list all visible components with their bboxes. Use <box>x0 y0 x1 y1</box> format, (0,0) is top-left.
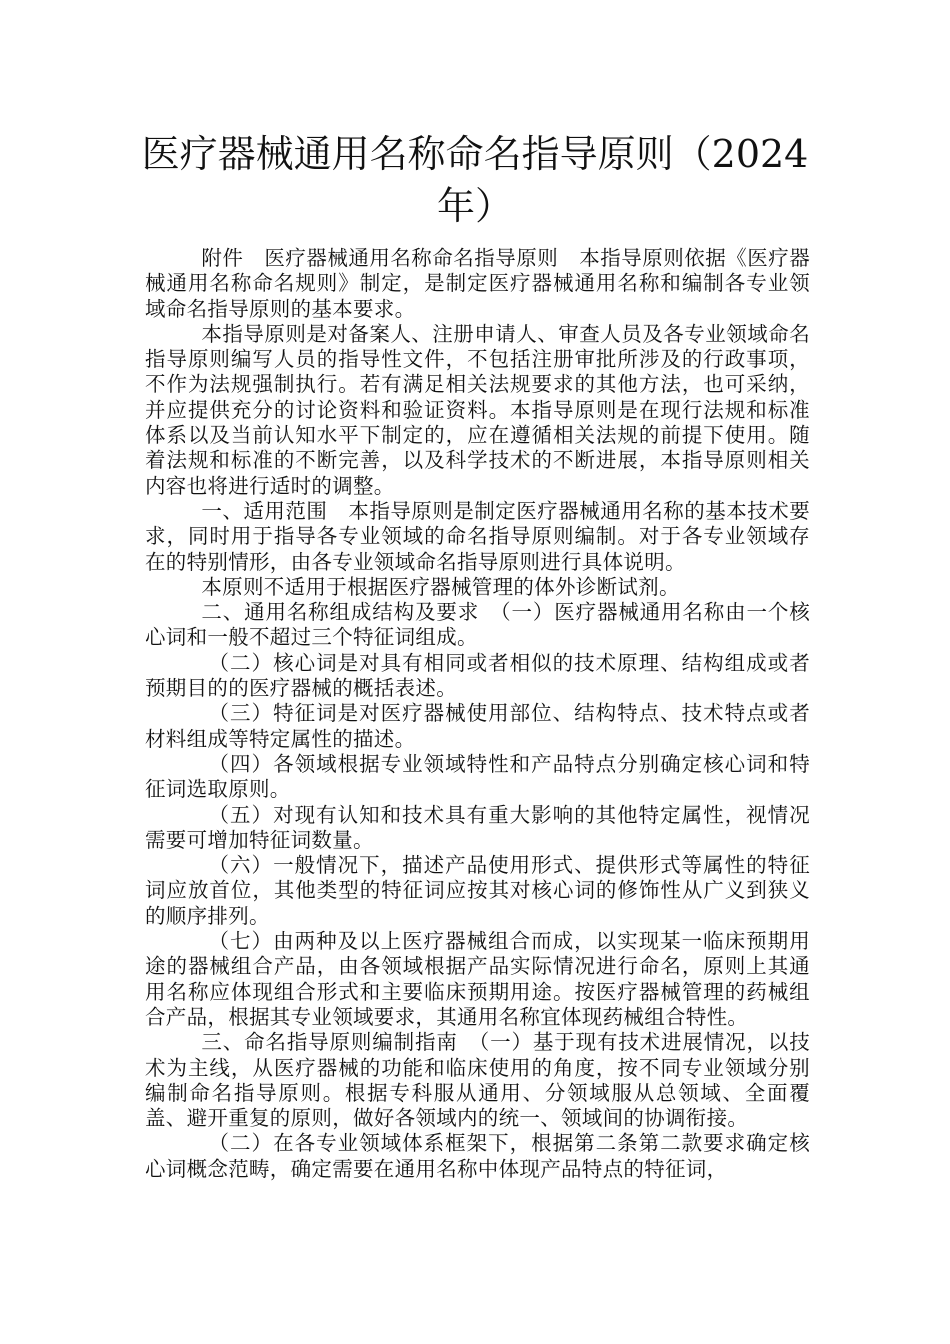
paragraph-structure: 二、通用名称组成结构及要求 （一）医疗器械通用名称由一个核心词和一般不超过三个特征词组成。 <box>145 600 810 650</box>
document-body <box>145 246 810 1182</box>
paragraph-compilation-guide: 三、命名指导原则编制指南 （一）基于现有技术进展情况，以技术为主线，从医疗器械的功能和临床使用的角度，按不同专业领域分别编制命名指导原则。根据专科服从通用、分领域服从总领域、全面覆盖、避开重复的原则，做好各领域内的统一、领域间的协调衔接。 <box>145 1030 810 1131</box>
paragraph-selection-principles: （四）各领域根据专业领域特性和产品特点分别确定核心词和特征词选取原则。 <box>145 751 810 802</box>
paragraph-guidance-nature: 本指导原则是对备案人、注册申请人、审查人员及各专业领域命名指导原则编写人员的指导性文件，不包括注册审批所涉及的行政事项，不作为法规强制执行。若有满足相关法规要求的其他方法，也可采纳，并应提供充分的讨论资料和验证资料。本指导原则是在现行法规和标准体系以及当前认知水平下制定的，应在遵循相关法规的前提下使用。随着法规和标准的不断完善，以及科学技术的不断进展，本指导原则相关内容也将进行适时的调整。 <box>145 321 810 498</box>
paragraph-feature-word: （三）特征词是对医疗器械使用部位、结构特点、技术特点或者材料组成等特定属性的描述。 <box>145 701 810 751</box>
paragraph-additional-features: （五）对现有认知和技术具有重大影响的其他特定属性，视情况需要可增加特征词数量。 <box>145 802 810 852</box>
document-title: 医疗器械通用名称命名指导原则（2024年） <box>141 132 809 228</box>
paragraph-combination-products: （七）由两种及以上医疗器械组合而成，以实现某一临床预期用途的器械组合产品，由各领域根据产品实际情况进行命名，原则上其通用名称应体现组合形式和主要临床预期用途。按医疗器械管理的药械组合产品，根据其专业领域要求，其通用名称宜体现药械组合特性。 <box>145 929 810 1029</box>
paragraph-scope: 一、适用范围 本指导原则是制定医疗器械通用名称的基本技术要求，同时用于指导各专业领域的命名指导原则编制。对于各专业领域存在的特别情形，由各专业领域命名指导原则进行具体说明。 <box>145 498 810 574</box>
paragraph-feature-order: （六）一般情况下，描述产品使用形式、提供形式等属性的特征词应放首位，其他类型的特征词应按其对核心词的修饰性从广义到狭义的顺序排列。 <box>145 853 810 928</box>
paragraph-intro: 附件 医疗器械通用名称命名指导原则 本指导原则依据《医疗器械通用名称命名规则》制定，是制定医疗器械通用名称和编制各专业领域命名指导原则的基本要求。 <box>145 246 810 321</box>
paragraph-ivd-exclusion: 本原则不适用于根据医疗器械管理的体外诊断试剂。 <box>201 574 680 599</box>
paragraph-framework: （二）在各专业领域体系框架下，根据第二条第二款要求确定核心词概念范畴，确定需要在通用名称中体现产品特点的特征词， <box>145 1131 810 1181</box>
paragraph-core-word: （二）核心词是对具有相同或者相似的技术原理、结构组成或者预期目的的医疗器械的概括表述。 <box>145 650 810 701</box>
